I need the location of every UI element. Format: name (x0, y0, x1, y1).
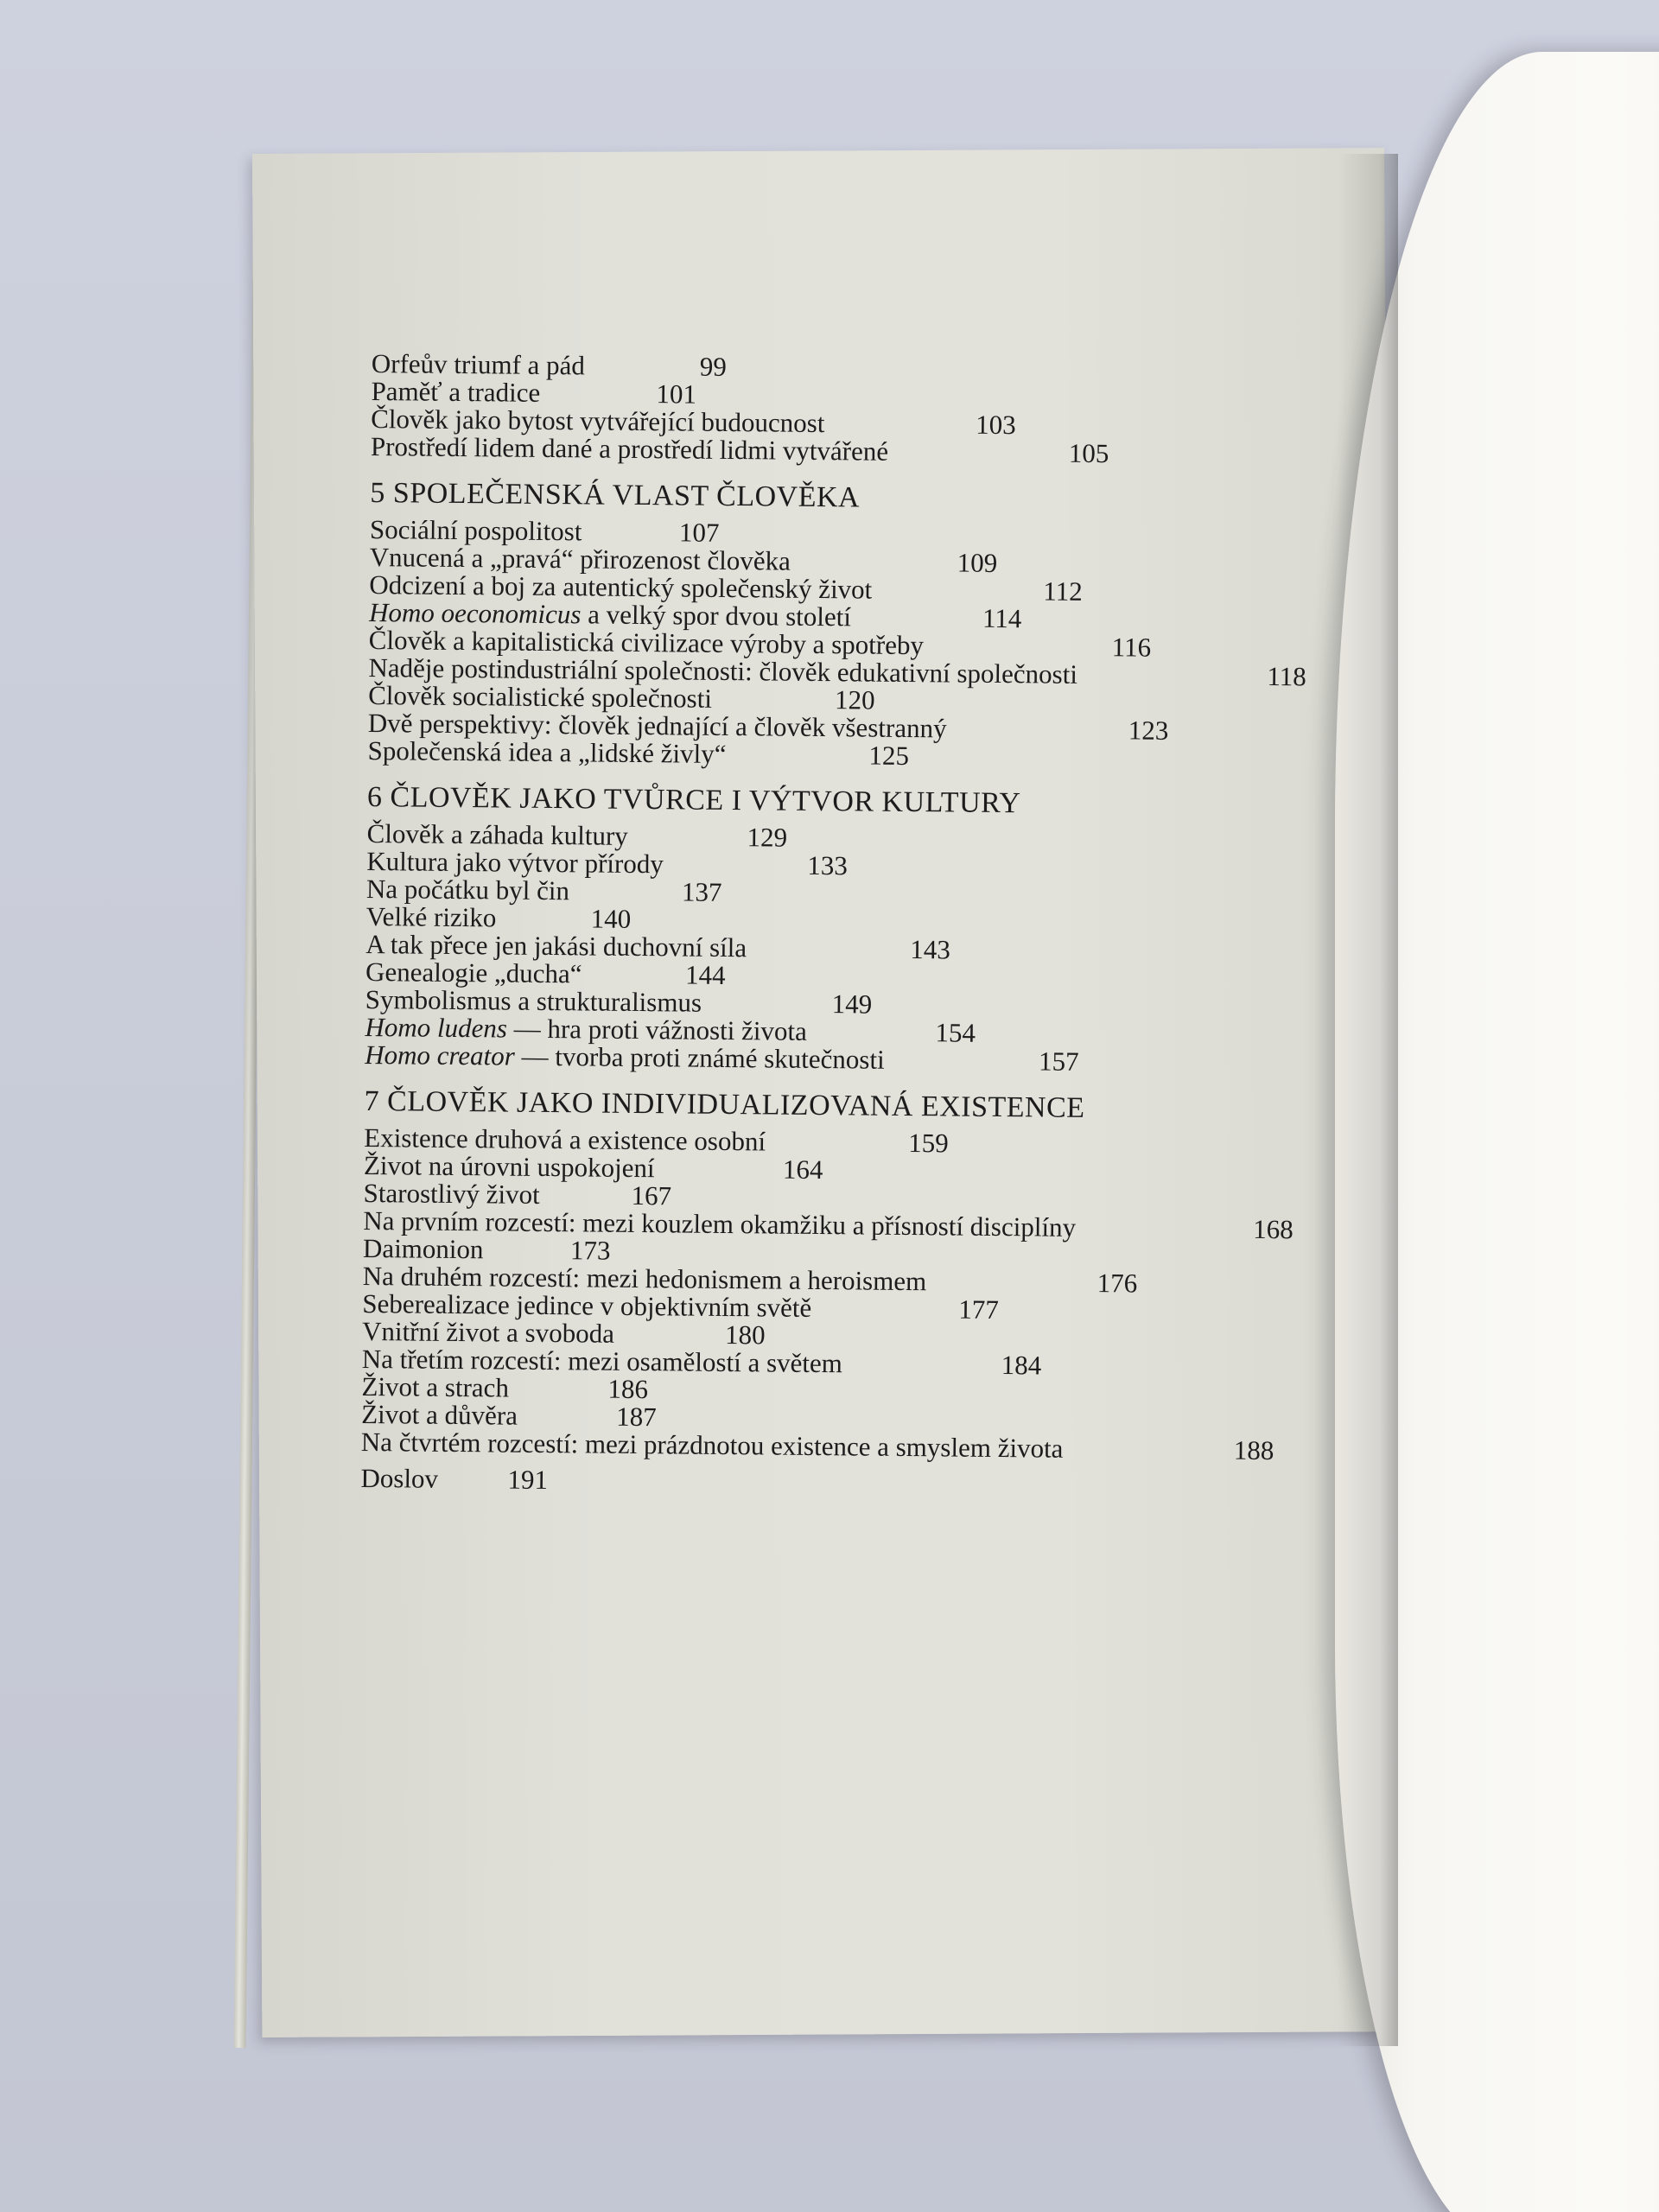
page-number: 99 (699, 351, 728, 382)
toc-entry: Na počátku byl čin 137 (365, 873, 722, 907)
page-number: 184 (1001, 1350, 1042, 1381)
page-number: 103 (976, 409, 1016, 441)
book-gutter-shadow (1338, 154, 1398, 2046)
page-number: 144 (684, 959, 726, 990)
page-number: 157 (1038, 1046, 1079, 1077)
page-number: 188 (1233, 1434, 1274, 1466)
toc-entry: Symbolismus a strukturalismus 149 (365, 983, 873, 1020)
toc-entry: Orfeův triumf a pád 99 (371, 348, 728, 382)
page-number: 123 (1128, 715, 1169, 746)
toc-entry: Člověk socialistické společnosti 120 (367, 679, 875, 715)
page-number: 186 (607, 1373, 649, 1405)
toc-entry: Sociální pospolitost 107 (369, 513, 720, 548)
toc-entry: Naděje postindustriální společnosti: člověk edukativní společnosti 118 (368, 652, 1306, 692)
toc-entry: Na čtvrtém rozcestí: mezi prázdnotou existence a smyslem života 188 (360, 1426, 1274, 1466)
page-number: 167 (631, 1179, 672, 1211)
page-number: 101 (656, 378, 697, 410)
chapter-heading: 6 ČLOVĚK JAKO TVŮRCE I VÝTVOR KULTURY (366, 780, 1021, 820)
page-number: 168 (1253, 1213, 1294, 1245)
toc-entry-afterword: Doslov 191 (360, 1462, 549, 1496)
page-number: 133 (807, 849, 848, 881)
toc-entry: Genealogie „ducha“ 144 (365, 956, 726, 990)
page-number: 154 (935, 1017, 976, 1048)
toc-entry: Kultura jako výtvor přírody 133 (366, 845, 848, 881)
page-number: 116 (1111, 632, 1152, 663)
toc-entry: Život na úrovni uspokojení 164 (363, 1149, 823, 1185)
toc-entry: Vnitřní život a svoboda 180 (361, 1315, 766, 1351)
page-number: 173 (569, 1235, 611, 1266)
toc-entry: Odcizení a boj za autentický společenský život 112 (369, 569, 1083, 607)
page-number: 143 (910, 934, 951, 965)
page-number: 114 (982, 602, 1022, 634)
toc-entry: Na druhém rozcestí: mezi hedonismem a heroismem 176 (362, 1260, 1138, 1299)
page-number: 176 (1096, 1268, 1138, 1299)
page-number: 149 (831, 988, 873, 1020)
toc-entry: Existence druhová a existence osobní 159 (364, 1122, 949, 1159)
toc-entry: Život a strach 186 (361, 1370, 649, 1405)
toc-entry: Homo creator — tvorba proti známé skutečnosti 157 (365, 1039, 1079, 1077)
toc-entry: Homo oeconomicus a velký spor dvou století 114 (368, 596, 1022, 634)
toc-entry: Seberealizace jedince v objektivním světě 177 (362, 1287, 1000, 1325)
page-number: 120 (834, 684, 875, 715)
toc-entry: Homo ludens — hra proti vážnosti života 154 (365, 1011, 976, 1048)
toc-entry: Dvě perspektivy: člověk jednající a člověk všestranný 123 (367, 707, 1169, 746)
toc-entry: Paměť a tradice 101 (371, 375, 697, 410)
toc-entry: Člověk a kapitalistická civilizace výroby a spotřeby 116 (368, 624, 1152, 663)
chapter-heading: 7 ČLOVĚK JAKO INDIVIDUALIZOVANÁ EXISTENCE (364, 1084, 1085, 1124)
page-number: 105 (1068, 437, 1109, 469)
page-number: 159 (908, 1128, 949, 1159)
toc-entry: Člověk jako bytost vytvářející budoucnost 103 (371, 403, 1016, 441)
toc-entry: Prostředí lidem dané a prostředí lidmi vytvářené 105 (370, 430, 1109, 469)
page-number: 164 (782, 1154, 823, 1185)
toc-entry: Na třetím rozcestí: mezi osamělostí a světem 184 (361, 1343, 1042, 1381)
toc-entry: Starostlivý život 167 (363, 1177, 672, 1211)
page-number: 187 (615, 1401, 657, 1433)
toc-entry: Společenská idea a „lidské živly“ 125 (367, 734, 910, 771)
page-number: 180 (724, 1319, 766, 1351)
toc-entry: Život a důvěra 187 (361, 1398, 657, 1433)
toc-entry: A tak přece jen jakási duchovní síla 143 (365, 928, 951, 965)
page-number: 177 (958, 1294, 1000, 1325)
page-number: 109 (957, 547, 998, 578)
page-number: 118 (1267, 660, 1306, 692)
page-number: 140 (590, 903, 632, 934)
chapter-heading: 5 SPOLEČENSKÁ VLAST ČLOVĚKA (370, 476, 861, 514)
table-of-contents (360, 350, 1339, 1502)
page-number: 137 (681, 876, 722, 907)
toc-entry: Na prvním rozcestí: mezi kouzlem okamžiku a přísností disciplíny 168 (363, 1205, 1294, 1245)
page-number: 129 (747, 822, 788, 853)
toc-entry: Velké riziko 140 (365, 900, 632, 934)
toc-entry: Daimonion 173 (362, 1232, 611, 1266)
page-number: 112 (1043, 575, 1083, 607)
page-number: 107 (678, 517, 720, 548)
toc-entry: Člověk a záhada kultury 129 (366, 817, 788, 853)
page-number: 191 (507, 1464, 549, 1496)
toc-entry: Vnucená a „pravá“ přirozenost člověka 109 (369, 541, 998, 578)
page-number: 125 (868, 740, 910, 771)
